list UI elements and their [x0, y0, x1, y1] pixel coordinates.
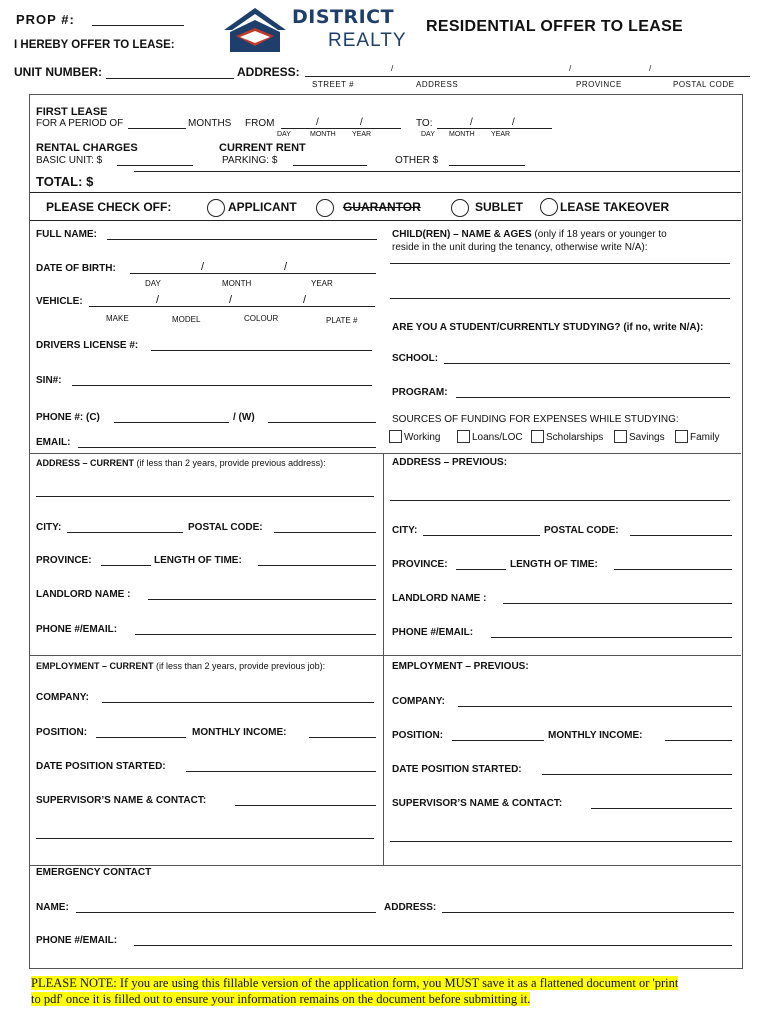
phone-label: PHONE #: (C)	[36, 412, 100, 423]
city-previous-label: CITY:	[392, 525, 418, 536]
from-date-input-line[interactable]	[281, 128, 401, 129]
current-rent-label: CURRENT RENT	[219, 142, 306, 154]
vehicle-label: VEHICLE:	[36, 296, 83, 307]
company-previous-input-line[interactable]	[458, 706, 732, 707]
province-sublabel: PROVINCE	[576, 80, 622, 89]
savings-option: Savings	[629, 432, 665, 443]
logo-line2: REALTY	[328, 30, 407, 51]
income-current-label: MONTHLY INCOME:	[192, 727, 287, 738]
page-title: RESIDENTIAL OFFER TO LEASE	[426, 18, 684, 35]
other-label: OTHER $	[395, 155, 439, 166]
emergency-name-label: NAME:	[36, 902, 69, 913]
supervisor-previous-input-line-2[interactable]	[390, 841, 732, 842]
emergency-contact-label: EMERGENCY CONTACT	[36, 867, 152, 878]
date-previous-input-line[interactable]	[542, 774, 732, 775]
loans-option: Loans/LOC	[472, 432, 523, 443]
first-lease-label: FIRST LEASE	[36, 106, 108, 118]
employment-current-label: EMPLOYMENT – CURRENT (if less than 2 years, provide previous job):	[36, 661, 326, 671]
postal-previous-input-line[interactable]	[630, 535, 732, 536]
company-current-input-line[interactable]	[102, 702, 374, 703]
supervisor-previous-label: SUPERVISOR’S NAME & CONTACT:	[392, 798, 563, 809]
phone-work-label: / (W)	[233, 412, 255, 423]
phone-email-current-label: PHONE #/EMAIL:	[36, 624, 118, 635]
email-input-line[interactable]	[78, 447, 376, 448]
district-realty-logo	[222, 6, 412, 56]
company-current-label: COMPANY:	[36, 692, 89, 703]
to-label: TO:	[416, 118, 433, 129]
phone-cell-input-line[interactable]	[114, 422, 229, 423]
working-option: Working	[404, 432, 441, 443]
to-date-input-line[interactable]	[437, 128, 552, 129]
drivers-license-input-line[interactable]	[151, 350, 372, 351]
phone-email-previous-input-line[interactable]	[491, 637, 732, 638]
applicant-option: APPLICANT	[228, 200, 297, 214]
lease-takeover-radio[interactable]	[540, 198, 558, 216]
prop-label: PROP #:	[16, 12, 75, 27]
city-current-label: CITY:	[36, 522, 62, 533]
emergency-name-input-line[interactable]	[76, 912, 376, 913]
date-previous-label: DATE POSITION STARTED:	[392, 764, 522, 775]
position-current-label: POSITION:	[36, 727, 88, 738]
basic-unit-label: BASIC UNIT: $	[36, 155, 103, 166]
address-previous-input-line[interactable]	[390, 500, 730, 501]
working-checkbox[interactable]	[389, 430, 402, 443]
length-current-input-line[interactable]	[258, 565, 376, 566]
school-label: SCHOOL:	[392, 353, 439, 364]
address-current-input-line[interactable]	[36, 496, 374, 497]
province-previous-input-line[interactable]	[456, 569, 506, 570]
phone-work-input-line[interactable]	[268, 422, 376, 423]
length-previous-input-line[interactable]	[614, 569, 732, 570]
total-separator	[134, 171, 740, 172]
parking-label: PARKING: $	[222, 155, 278, 166]
drivers-license-label: DRIVERS LICENSE #:	[36, 340, 139, 351]
lease-takeover-option: LEASE TAKEOVER	[560, 200, 670, 214]
family-checkbox[interactable]	[675, 430, 688, 443]
street-sublabel: STREET #	[312, 80, 355, 89]
column-divider	[383, 453, 384, 865]
loans-checkbox[interactable]	[457, 430, 470, 443]
position-current-input-line[interactable]	[96, 737, 186, 738]
province-current-input-line[interactable]	[101, 565, 151, 566]
program-input-line[interactable]	[456, 397, 730, 398]
emergency-address-label: ADDRESS:	[384, 902, 437, 913]
funding-sources-label: SOURCES OF FUNDING FOR EXPENSES WHILE STUDYING:	[392, 414, 679, 425]
landlord-previous-label: LANDLORD NAME :	[392, 593, 487, 604]
parking-input-line[interactable]	[293, 165, 367, 166]
applicant-radio[interactable]	[207, 199, 225, 217]
months-label: MONTHS	[188, 118, 232, 129]
position-previous-input-line[interactable]	[452, 740, 544, 741]
postal-current-label: POSTAL CODE:	[188, 522, 263, 533]
sublet-option: SUBLET	[475, 200, 523, 214]
emergency-address-input-line[interactable]	[442, 912, 734, 913]
supervisor-current-input-line[interactable]	[235, 805, 376, 806]
total-bottom-rule	[30, 192, 741, 193]
scholarships-checkbox[interactable]	[531, 430, 544, 443]
employment-previous-label: EMPLOYMENT – PREVIOUS:	[392, 661, 529, 672]
children-input-line-1[interactable]	[390, 263, 730, 264]
length-previous-label: LENGTH OF TIME:	[510, 559, 598, 570]
sin-label: SIN#:	[36, 375, 62, 386]
full-name-input-line[interactable]	[107, 239, 377, 240]
sin-input-line[interactable]	[72, 385, 372, 386]
address-previous-label: ADDRESS – PREVIOUS:	[392, 457, 508, 468]
landlord-current-label: LANDLORD NAME :	[36, 589, 131, 600]
date-current-label: DATE POSITION STARTED:	[36, 761, 166, 772]
company-previous-label: COMPANY:	[392, 696, 445, 707]
vehicle-input-line[interactable]	[89, 306, 375, 307]
unit-number-input-line[interactable]	[106, 78, 234, 79]
rental-charges-label: RENTAL CHARGES	[36, 142, 138, 154]
savings-checkbox[interactable]	[614, 430, 627, 443]
supervisor-previous-input-line[interactable]	[591, 808, 732, 809]
address-current-label: ADDRESS – CURRENT (if less than 2 years, provide previous address):	[36, 458, 326, 468]
length-current-label: LENGTH OF TIME:	[154, 555, 242, 566]
house-logo-icon	[222, 6, 288, 56]
total-label: TOTAL: $	[36, 174, 94, 189]
postal-previous-label: POSTAL CODE:	[544, 525, 619, 536]
prop-input-line[interactable]	[92, 25, 184, 26]
income-previous-input-line[interactable]	[665, 740, 732, 741]
supervisor-current-label: SUPERVISOR’S NAME & CONTACT:	[36, 795, 207, 806]
address-label: ADDRESS:	[237, 65, 300, 79]
unit-number-label: UNIT NUMBER:	[14, 65, 102, 79]
address-input-line[interactable]	[305, 76, 750, 77]
logo-line1: DISTRICT	[292, 6, 395, 28]
city-previous-input-line[interactable]	[423, 535, 540, 536]
scholarships-option: Scholarships	[546, 432, 604, 443]
province-current-label: PROVINCE:	[36, 555, 92, 566]
from-label: FROM	[245, 118, 275, 129]
children-label: CHILD(REN) – NAME & AGES (only if 18 years or younger to	[392, 229, 667, 240]
guarantor-option: GUARANTOR	[343, 200, 421, 214]
children-note: reside in the unit during the tenancy, otherwise write N/A):	[392, 242, 648, 253]
dob-input-line[interactable]	[130, 273, 376, 274]
emergency-phone-email-input-line[interactable]	[134, 945, 732, 946]
children-input-line-2[interactable]	[390, 298, 730, 299]
supervisor-current-input-line-2[interactable]	[36, 838, 374, 839]
province-previous-label: PROVINCE:	[392, 559, 448, 570]
postal-current-input-line[interactable]	[274, 532, 376, 533]
address-sublabel: ADDRESS	[416, 80, 459, 89]
income-current-input-line[interactable]	[309, 737, 376, 738]
date-current-input-line[interactable]	[186, 771, 376, 772]
phone-email-current-input-line[interactable]	[135, 634, 376, 635]
school-input-line[interactable]	[444, 363, 730, 364]
student-question: ARE YOU A STUDENT/CURRENTLY STUDYING? (if no, write N/A):	[392, 322, 704, 333]
landlord-previous-input-line[interactable]	[503, 603, 732, 604]
dob-label: DATE OF BIRTH:	[36, 263, 116, 274]
city-current-input-line[interactable]	[67, 532, 183, 533]
guarantor-radio[interactable]	[316, 199, 334, 217]
sublet-radio[interactable]	[451, 199, 469, 217]
period-input-line[interactable]	[128, 128, 186, 129]
please-note: PLEASE NOTE: If you are using this fillable version of the application form, you MUST save it as a flattened document or 'print to pdf' once it is filled out to ensure your information remains on the document before submitting it.	[31, 976, 679, 1006]
email-label: EMAIL:	[36, 437, 71, 448]
program-label: PROGRAM:	[392, 387, 448, 398]
offer-label: I HEREBY OFFER TO LEASE:	[14, 39, 175, 51]
landlord-current-input-line[interactable]	[148, 599, 376, 600]
phone-email-previous-label: PHONE #/EMAIL:	[392, 627, 474, 638]
postal-code-sublabel: POSTAL CODE	[673, 80, 735, 89]
family-option: Family	[690, 432, 720, 443]
position-previous-label: POSITION:	[392, 730, 444, 741]
basic-unit-input-line[interactable]	[117, 165, 193, 166]
full-name-label: FULL NAME:	[36, 229, 97, 240]
check-off-label: PLEASE CHECK OFF:	[46, 200, 172, 214]
income-previous-label: MONTHLY INCOME:	[548, 730, 643, 741]
emergency-phone-email-label: PHONE #/EMAIL:	[36, 935, 118, 946]
period-label: FOR A PERIOD OF	[36, 118, 124, 129]
other-input-line[interactable]	[449, 165, 525, 166]
